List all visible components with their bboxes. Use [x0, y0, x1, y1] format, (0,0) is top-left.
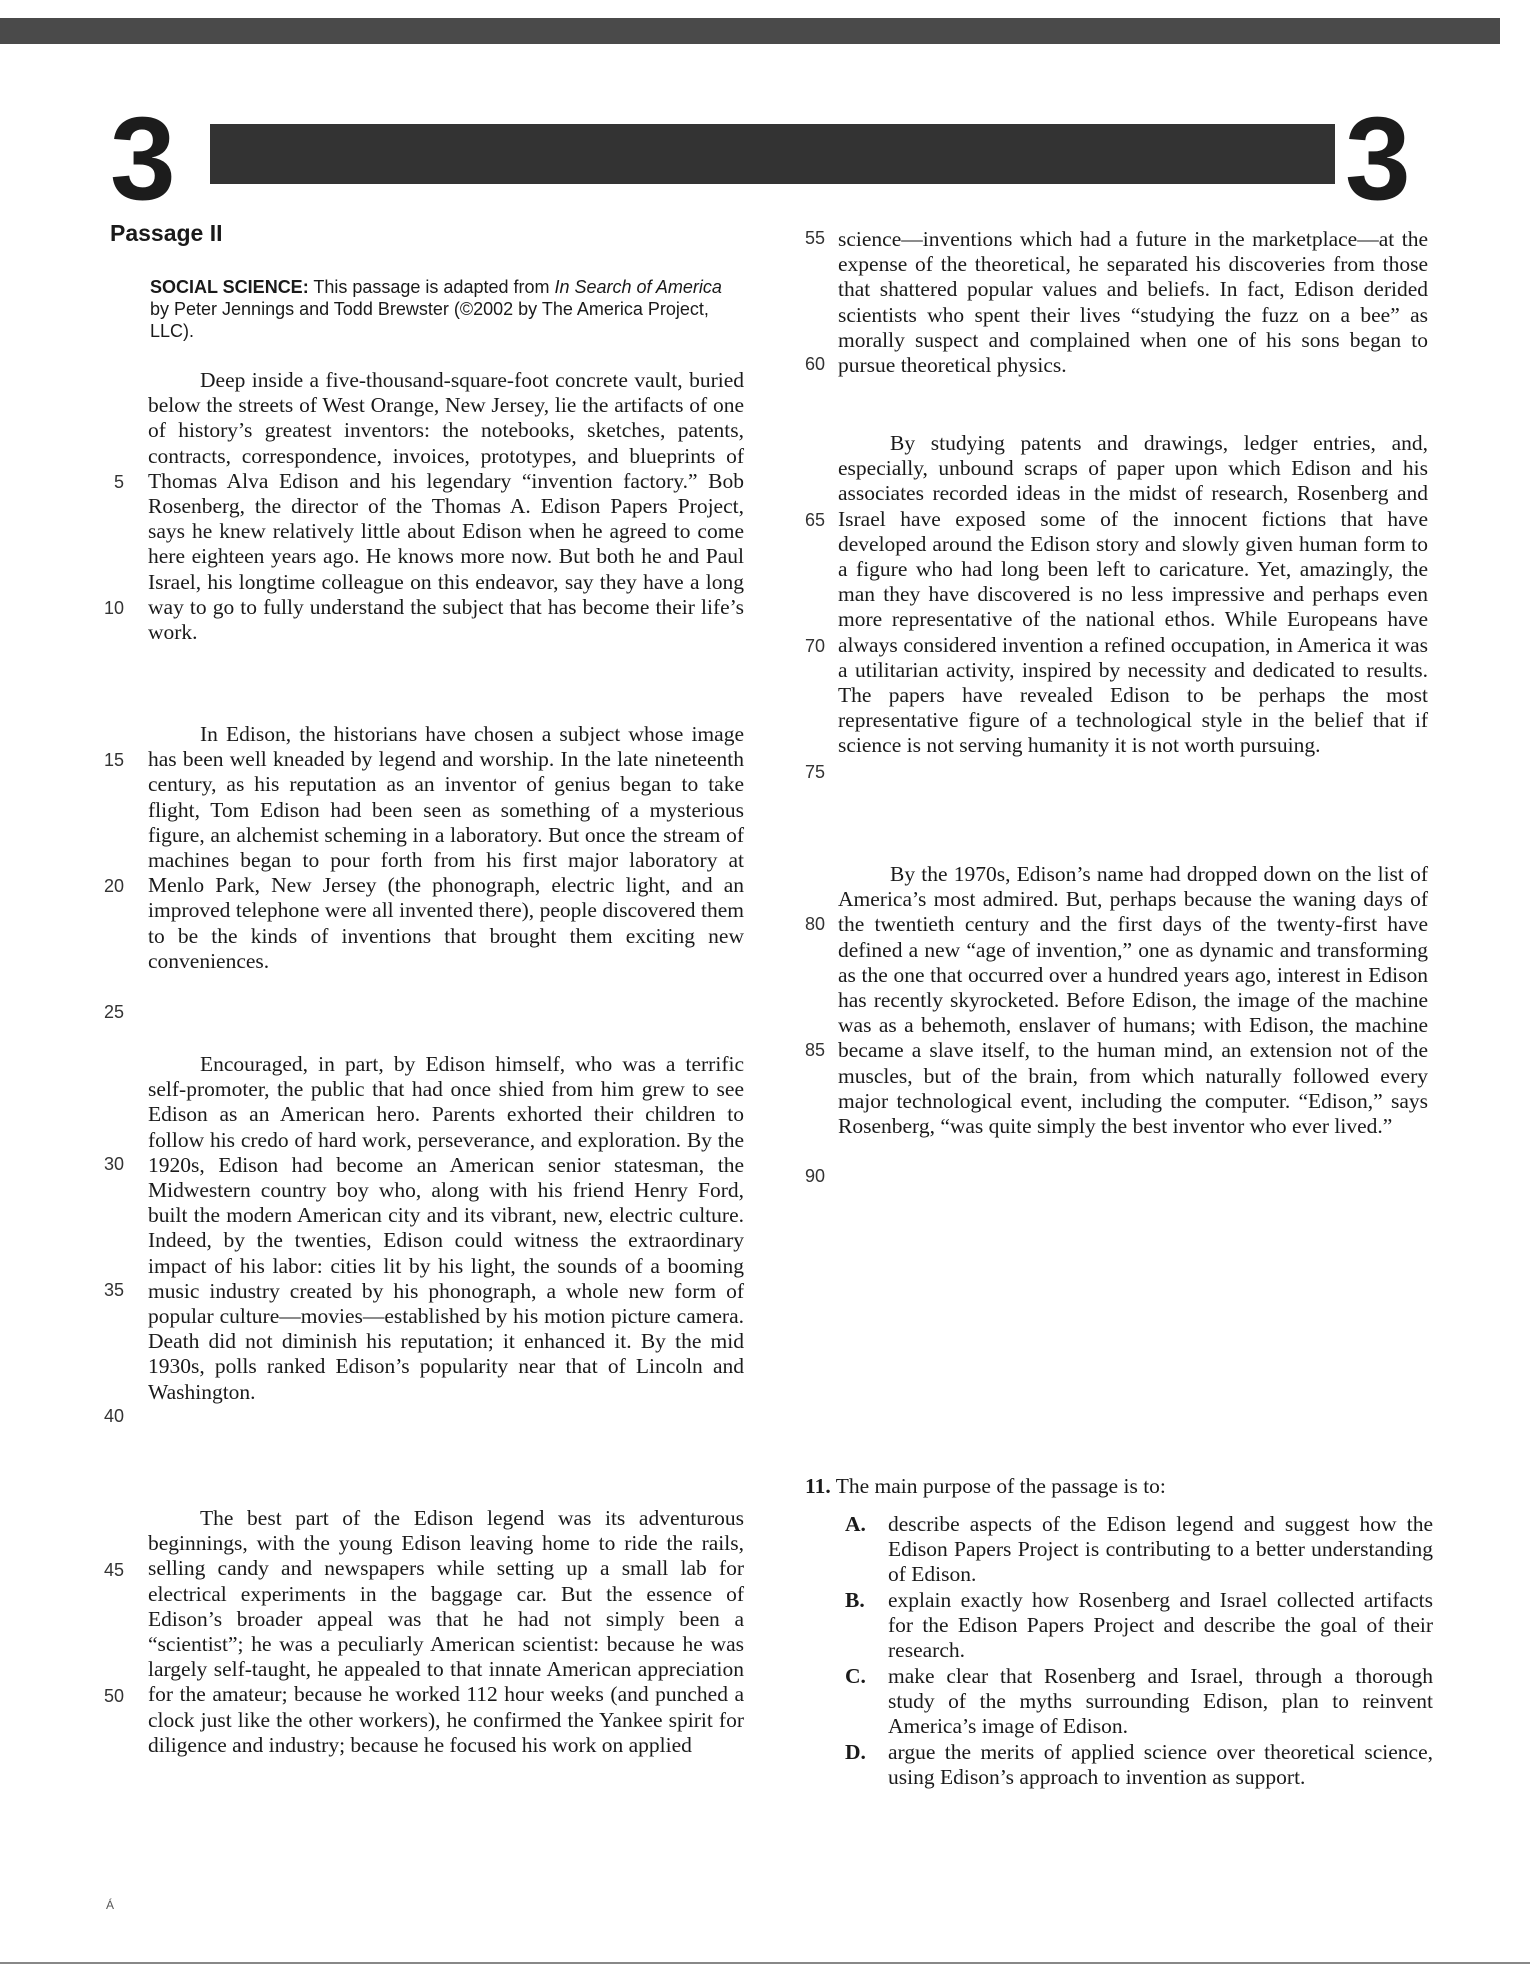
option-text: describe aspects of the Edison legend and suggest how the Edison Papers Project is contributing to a better understanding of Edison.: [888, 1512, 1433, 1586]
option-letter: A.: [845, 1512, 866, 1536]
line-number: 85: [805, 1040, 826, 1060]
option-letter: C.: [845, 1664, 866, 1688]
bottom-rule: [0, 1962, 1530, 1964]
line-number: 20: [104, 876, 125, 896]
line-number: 45: [104, 1560, 125, 1580]
line-number: 70: [805, 636, 826, 656]
scan-top-strip: [0, 18, 1500, 44]
question-number: 11.: [805, 1474, 831, 1498]
paragraph-3: Encouraged, in part, by Edison himself, who was a terrific self-promoter, the public that had once shied from him grew to see Edison as an American hero. Parents exhorted their children to follow his credo of hard work, perseverance, and exploration. By the 1920s, Edison had become an American senior statesman, the Midwestern country boy who, along with his friend Henry Ford, built the modern American city and its vibrant, new, electric culture. Indeed, by the twenties, Edison could witness the extraordinary impact of his labor: cities lit by his light, the sounds of a booming music industry created by his phonograph, a whole new form of popular culture—movies—established by his motion picture camera. Death did not diminish his reputation; it enhanced it. By the mid 1930s, polls ranked Edison’s popularity near that of Lincoln and Washington.: [148, 1052, 744, 1404]
paragraph-4-continued: science—inventions which had a future in the marketplace—at the expense of the theoretical, he separated his discoveries from those that shattered popular values and beliefs. In fact, Edison derided scientists who spent their lives “studying the fuzz on a bee” as morally suspect and complained when one of his sons began to pursue theoretical physics.: [838, 227, 1428, 378]
option-letter: D.: [845, 1740, 866, 1764]
option-letter: B.: [845, 1588, 865, 1612]
line-number: 5: [114, 472, 125, 492]
page-number-right: 3: [1345, 93, 1411, 225]
line-number: 75: [805, 762, 826, 782]
line-number: 15: [104, 750, 125, 770]
paragraph-6: By the 1970s, Edison’s name had dropped down on the list of America’s most admired. But, perhaps because the waning days of the twentieth century and the first days of the twenty-first have defined a new “age of invention,” one as dynamic and transforming as the one that occurred over a hundred years ago, interest in Edison has recently skyrocketed. Before Edison, the image of the machine was as a behemoth, enslaver of humans; with Edison, the machine became a slave itself, to the human mind, an extension not of the muscles, but of the brain, from which naturally followed every major technological event, including the computer. “Edison,” says Rosenberg, “was quite simply the best inventor who ever lived.”: [838, 862, 1428, 1139]
line-number: 30: [104, 1154, 125, 1174]
line-number: 65: [805, 510, 826, 530]
question-stem: [805, 1474, 1166, 1499]
footer-mark: Á: [106, 1898, 115, 1912]
intro-label: SOCIAL SCIENCE:: [150, 277, 309, 297]
header-bar: [210, 124, 1335, 184]
line-number: 40: [104, 1406, 125, 1426]
page-number-left: 3: [110, 93, 176, 225]
intro-text-1: This passage is adapted from: [308, 277, 555, 297]
paragraph-2: In Edison, the historians have chosen a subject whose image has been well kneaded by legend and worship. In the late nineteenth century, as his reputation as an inventor of genius began to take flight, Tom Edison had been seen as something of a mysterious figure, an alchemist scheming in a laboratory. But once the stream of machines began to pour forth from his first major laboratory at Menlo Park, New Jersey (the phonograph, electric light, and an improved telephone were all invented there), people discovered them to be the kinds of inventions that brought them exciting new conveniences.: [148, 722, 744, 973]
line-number: 60: [805, 354, 826, 374]
intro-text-2: by Peter Jennings and Todd Brewster (©2002 by The America Project, LLC).: [150, 299, 709, 341]
paragraph-1: Deep inside a five-thousand-square-foot concrete vault, buried below the streets of West Orange, New Jersey, lie the artifacts of one of history’s greatest inventors: the notebooks, sketches, patents, contracts, correspondence, invoices, prototypes, and blueprints of Thomas Alva Edison and his legendary “invention factory.” Bob Rosenberg, the director of the Thomas A. Edison Papers Project, says he knew relatively little about Edison when he agreed to come here eighteen years ago. He knows more now. But both he and Paul Israel, his longtime colleague on this endeavor, say they have a long way to go to fully understand the subject that has become their life’s work.: [148, 368, 744, 645]
option-text: explain exactly how Rosenberg and Israel collected artifacts for the Edison Papers Project and describe the goal of their research.: [888, 1588, 1433, 1662]
option-text: argue the merits of applied science over theoretical science, using Edison’s approach to invention as support.: [888, 1740, 1433, 1789]
line-number: 10: [104, 598, 125, 618]
paragraph-5: By studying patents and drawings, ledger entries, and, especially, unbound scraps of paper upon which Edison and his associates recorded ideas in the midst of research, Rosenberg and Israel have exposed some of the innocent fictions that have developed around the Edison story and slowly given human form to a figure who had long been left to caricature. Yet, amazingly, the man they have discovered is no less impressive and perhaps even more representative of the national ethos. While Europeans have always considered invention a refined occupation, in America it was a utilitarian activity, inspired by necessity and dedicated to results. The papers have revealed Edison to be perhaps the most representative figure of a technological style in the belief that if science is not serving humanity it is not worth pursuing.: [838, 431, 1428, 758]
intro-book-title: In Search of America: [554, 277, 722, 297]
line-number: 25: [104, 1002, 125, 1022]
paragraph-4: The best part of the Edison legend was its adventurous beginnings, with the young Edison leaving home to ride the rails, selling candy and newspapers while setting up a small lab for electrical experiments in the baggage car. But the essence of Edison’s broader appeal was that he had not simply been a “scientist”; he was a peculiarly American scientist: because he was largely self-taught, he appealed to that innate American appreciation for the amateur; because he worked 112 hour weeks (and punched a clock just like the other workers), he confirmed the Yankee spirit for diligence and industry; because he focused his work on applied: [148, 1506, 744, 1757]
line-number: 50: [104, 1686, 125, 1706]
line-number: 55: [805, 228, 826, 248]
passage-intro: [150, 276, 740, 342]
line-number: 35: [104, 1280, 125, 1300]
option-text: make clear that Rosenberg and Israel, through a thorough study of the myths surrounding Edison, plan to reinvent America’s image of Edison.: [888, 1664, 1433, 1738]
line-number: 90: [805, 1166, 826, 1186]
passage-heading: Passage II: [110, 220, 223, 246]
line-number: 80: [805, 914, 826, 934]
question-text: The main purpose of the passage is to:: [835, 1474, 1166, 1498]
